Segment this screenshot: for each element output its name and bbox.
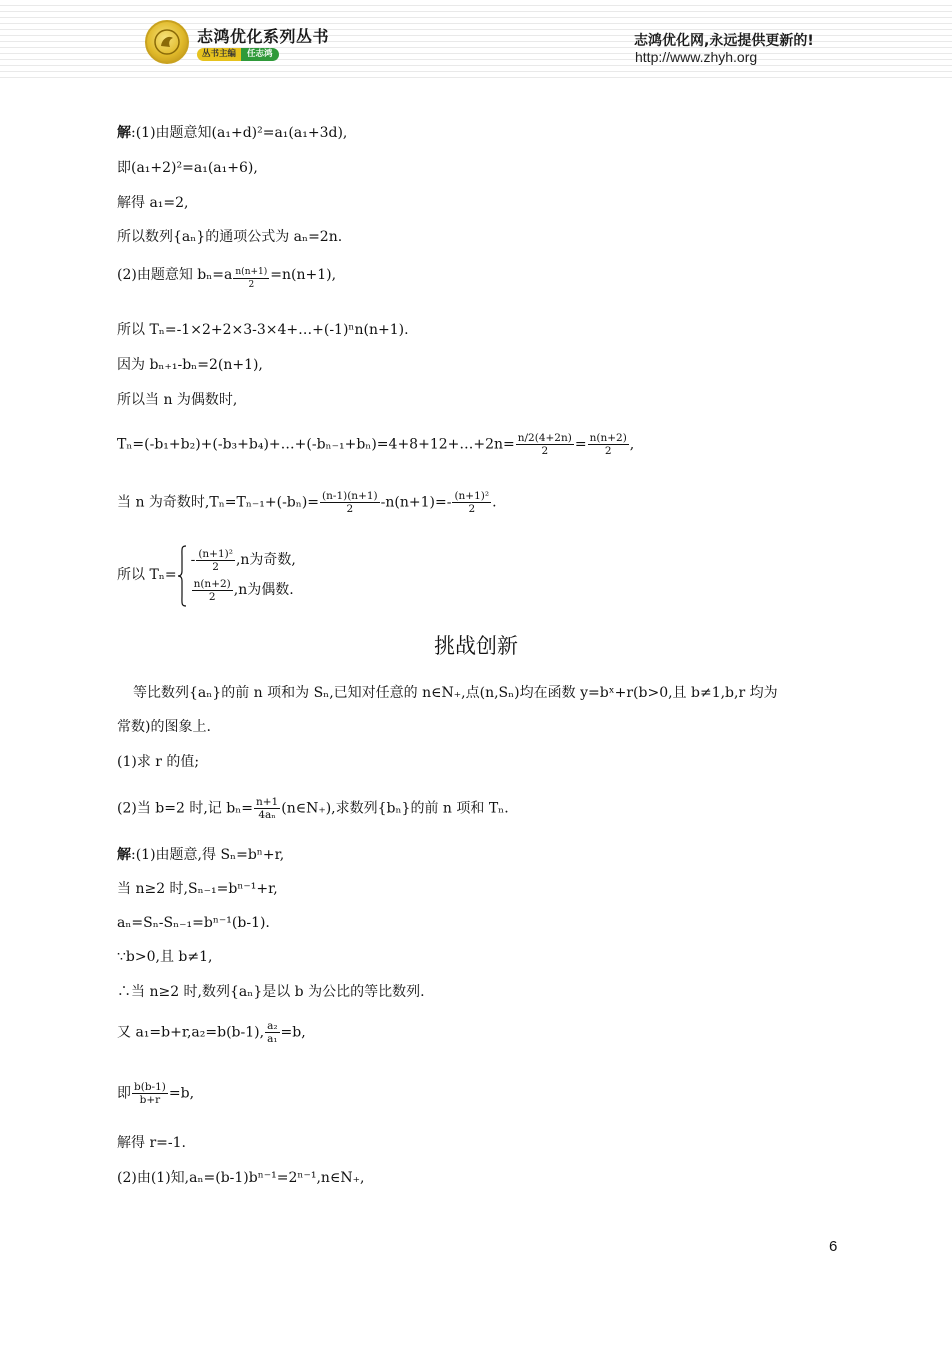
solution2-line-6: [117, 1020, 306, 1045]
piecewise-cases: [177, 545, 296, 605]
solution-line-5: [117, 266, 336, 291]
case-even: [191, 575, 296, 605]
solution2-line-8: 解得 r=-1.: [117, 1135, 186, 1151]
solution2-line-3: aₙ=Sₙ-Sₙ₋₁=bⁿ⁻¹(b-1).: [117, 915, 270, 931]
fraction-denominator: b+r: [139, 1094, 161, 1106]
series-title: 志鸿优化系列丛书: [197, 27, 330, 46]
q2-pre: (2)当 b=2 时,记 bₙ=: [117, 800, 253, 817]
line9-fraction-2: [588, 432, 629, 457]
s7-post: =b,: [168, 1085, 195, 1102]
fraction-numerator: (n+1)²: [198, 547, 233, 560]
solution2-line-1: [117, 846, 284, 864]
fraction-numerator: b(b-1): [134, 1081, 166, 1093]
page-number: 6: [829, 1238, 838, 1255]
problem-question-2: [117, 796, 509, 821]
solution2-label: 解: [117, 847, 131, 863]
fraction-numerator: a₂: [267, 1020, 278, 1032]
problem-question-1: (1)求 r 的值;: [117, 754, 200, 770]
s7-pre: 即: [117, 1085, 131, 1102]
editor-name: 任志鸿: [241, 48, 279, 61]
fraction-denominator: 2: [468, 503, 476, 515]
solution-line-7: 因为 bₙ₊₁-bₙ=2(n+1),: [117, 357, 263, 373]
line9-post: ,: [629, 436, 635, 453]
case-odd-text: ,n为奇数,: [235, 552, 296, 568]
solution2-line-9: (2)由(1)知,aₙ=(b-1)bⁿ⁻¹=2ⁿ⁻¹,n∈N₊,: [117, 1170, 365, 1186]
line9-pre: Tₙ=(-b₁+b₂)+(-b₃+b₄)+…+(-bₙ₋₁+bₙ)=4+8+12+…+2n=: [117, 436, 515, 453]
site-url[interactable]: http://www.zhyh.org: [635, 49, 758, 65]
case-even-fraction: [192, 578, 233, 603]
q2-post: (n∈N₊),求数列{bₙ}的前 n 项和 Tₙ.: [281, 800, 509, 817]
line5-subscript-fraction: [233, 266, 269, 291]
s6-pre: 又 a₁=b+r,a₂=b(b-1),: [117, 1024, 265, 1041]
fraction-numerator: n(n+2): [589, 432, 627, 444]
line10-post: .: [492, 494, 497, 511]
problem-line-2: 常数)的图象上.: [117, 719, 211, 735]
line9-fraction-1: [516, 432, 574, 457]
line9-equals: =: [574, 436, 587, 453]
line10-pre: 当 n 为奇数时,Tₙ=Tₙ₋₁+(-bₙ)=: [117, 494, 320, 511]
editor-badge: [197, 48, 279, 61]
solution-line-11-piecewise: [117, 545, 296, 605]
editor-label: 丛书主编: [197, 48, 241, 61]
s6-fraction: [265, 1020, 279, 1045]
s6-post: =b,: [280, 1024, 306, 1041]
fraction-numerator: (n+1)²: [454, 490, 490, 502]
problem-line-1: 等比数列{aₙ}的前 n 项和为 Sₙ,已知对任意的 n∈N₊,点(n,Sₙ)均在函数 y=bˣ+r(b>0,且 b≠1,b,r 均为: [133, 685, 778, 701]
solution-line-9: [117, 432, 634, 457]
left-brace-icon: [177, 545, 187, 607]
line11-pre: 所以 Tₙ=: [117, 567, 177, 583]
fraction-denominator: 2: [604, 445, 612, 457]
solution-line-1: [117, 124, 347, 142]
fraction-numerator: n+1: [255, 796, 279, 808]
fraction-numerator: n/2(4+2n): [517, 432, 572, 444]
q2-fraction: [254, 796, 280, 821]
solution2-line-4: ∵b>0,且 b≠1,: [117, 949, 213, 965]
s7-fraction: [132, 1081, 168, 1106]
solution-line-6: 所以 Tₙ=-1×2+2×3-3×4+…+(-1)ⁿn(n+1).: [117, 322, 409, 338]
solution-text: :(1)由题意知(a₁+d)²=a₁(a₁+3d),: [131, 125, 348, 141]
solution-line-10: [117, 490, 497, 515]
line5-pre: (2)由题意知 bₙ=a: [117, 267, 233, 283]
fraction-numerator: (n-1)(n+1): [322, 490, 378, 502]
solution-line-8: 所以当 n 为偶数时,: [117, 392, 238, 408]
case-odd-sign: -: [190, 552, 196, 568]
fraction-denominator: 2: [346, 503, 354, 515]
line5-post: =n(n+1),: [270, 267, 337, 283]
solution-label: 解: [117, 125, 131, 141]
fraction-numerator: n(n+1): [235, 267, 268, 277]
line10-fraction-2: [452, 490, 491, 515]
solution2-line-2: 当 n≥2 时,Sₙ₋₁=bⁿ⁻¹+r,: [117, 881, 278, 897]
solution2-text: :(1)由题意,得 Sₙ=bⁿ+r,: [131, 847, 285, 863]
line10-fraction-1: [320, 490, 380, 515]
solution-line-3: 解得 a₁=2,: [117, 195, 189, 211]
fraction-denominator: 2: [248, 280, 255, 290]
fraction-denominator: 2: [541, 445, 549, 457]
solution2-line-5: ∴当 n≥2 时,数列{aₙ}是以 b 为公比的等比数列.: [117, 984, 425, 1000]
case-odd-fraction: [196, 548, 235, 573]
fraction-denominator: a₁: [267, 1033, 278, 1045]
fraction-numerator: n(n+2): [193, 577, 231, 590]
solution-line-4: 所以数列{aₙ}的通项公式为 aₙ=2n.: [117, 229, 343, 245]
fraction-denominator: 2: [212, 560, 219, 573]
solution-line-2: 即(a₁+2)²=a₁(a₁+6),: [117, 160, 258, 176]
case-even-text: ,n为偶数.: [233, 582, 294, 598]
page-header: [0, 0, 952, 82]
solution2-line-7: [117, 1081, 194, 1106]
case-odd: [191, 545, 296, 575]
publisher-logo-icon: [145, 20, 189, 64]
fraction-denominator: 2: [208, 590, 216, 603]
site-slogan: 志鸿优化网,永远提供更新的!: [634, 33, 814, 49]
section-title: 挑战创新: [434, 634, 518, 658]
line10-mid: -n(n+1)=-: [380, 494, 452, 511]
fraction-denominator: 4aₙ: [258, 809, 276, 821]
